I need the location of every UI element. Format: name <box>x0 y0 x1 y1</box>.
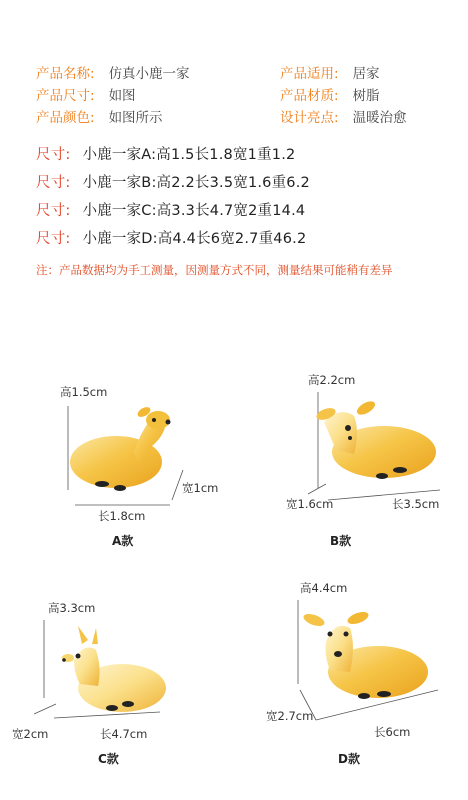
measurement-note: 注：产品数据均为手工测量，因测量方式不同，测量结果可能稍有差异 <box>36 263 393 277</box>
spec-label: 产品名称: <box>36 66 95 82</box>
height-label-c: 高3.3cm <box>48 601 96 615</box>
deer-figurine-b <box>310 392 438 488</box>
size-label: 尺寸: <box>36 203 71 219</box>
length-label-a: 长1.8cm <box>98 509 146 523</box>
length-label-d: 长6cm <box>374 725 411 739</box>
width-label-b: 宽1.6cm <box>286 497 334 511</box>
deer-figurine-d <box>300 602 432 706</box>
caption-a: A款 <box>112 534 134 548</box>
deer-figurine-c <box>56 620 168 716</box>
spec-value: 仿真小鹿一家 <box>108 66 190 82</box>
width-label-c: 宽2cm <box>12 727 49 741</box>
caption-b: B款 <box>330 534 352 548</box>
width-label-a: 宽1cm <box>182 481 219 495</box>
height-label-a: 高1.5cm <box>60 385 108 399</box>
spec-label: 产品材质: <box>280 88 339 104</box>
length-label-c: 长4.7cm <box>100 727 148 741</box>
spec-label: 产品颜色: <box>36 110 95 126</box>
size-text: 小鹿一家D:高4.4长6宽2.7重46.2 <box>82 231 307 247</box>
size-text: 小鹿一家B:高2.2长3.5宽1.6重6.2 <box>82 175 310 191</box>
size-label: 尺寸: <box>36 147 71 163</box>
height-label-b: 高2.2cm <box>308 373 356 387</box>
spec-value: 温暖治愈 <box>352 110 407 126</box>
spec-value: 树脂 <box>352 88 380 104</box>
caption-c: C款 <box>98 752 119 766</box>
spec-value: 如图所示 <box>108 110 163 126</box>
width-label-d: 宽2.7cm <box>266 709 314 723</box>
spec-value: 居家 <box>352 66 380 82</box>
spec-value: 如图 <box>108 88 136 104</box>
height-label-d: 高4.4cm <box>300 581 348 595</box>
size-label: 尺寸: <box>36 231 71 247</box>
deer-figurine-a <box>62 400 174 496</box>
spec-label: 产品尺寸: <box>36 88 95 104</box>
size-text: 小鹿一家A:高1.5长1.8宽1重1.2 <box>82 147 296 163</box>
caption-d: D款 <box>338 752 360 766</box>
spec-label: 产品适用: <box>280 66 339 82</box>
spec-label: 设计亮点: <box>280 110 339 126</box>
size-text: 小鹿一家C:高3.3长4.7宽2重14.4 <box>82 203 306 219</box>
length-label-b: 长3.5cm <box>392 497 440 511</box>
size-label: 尺寸: <box>36 175 71 191</box>
